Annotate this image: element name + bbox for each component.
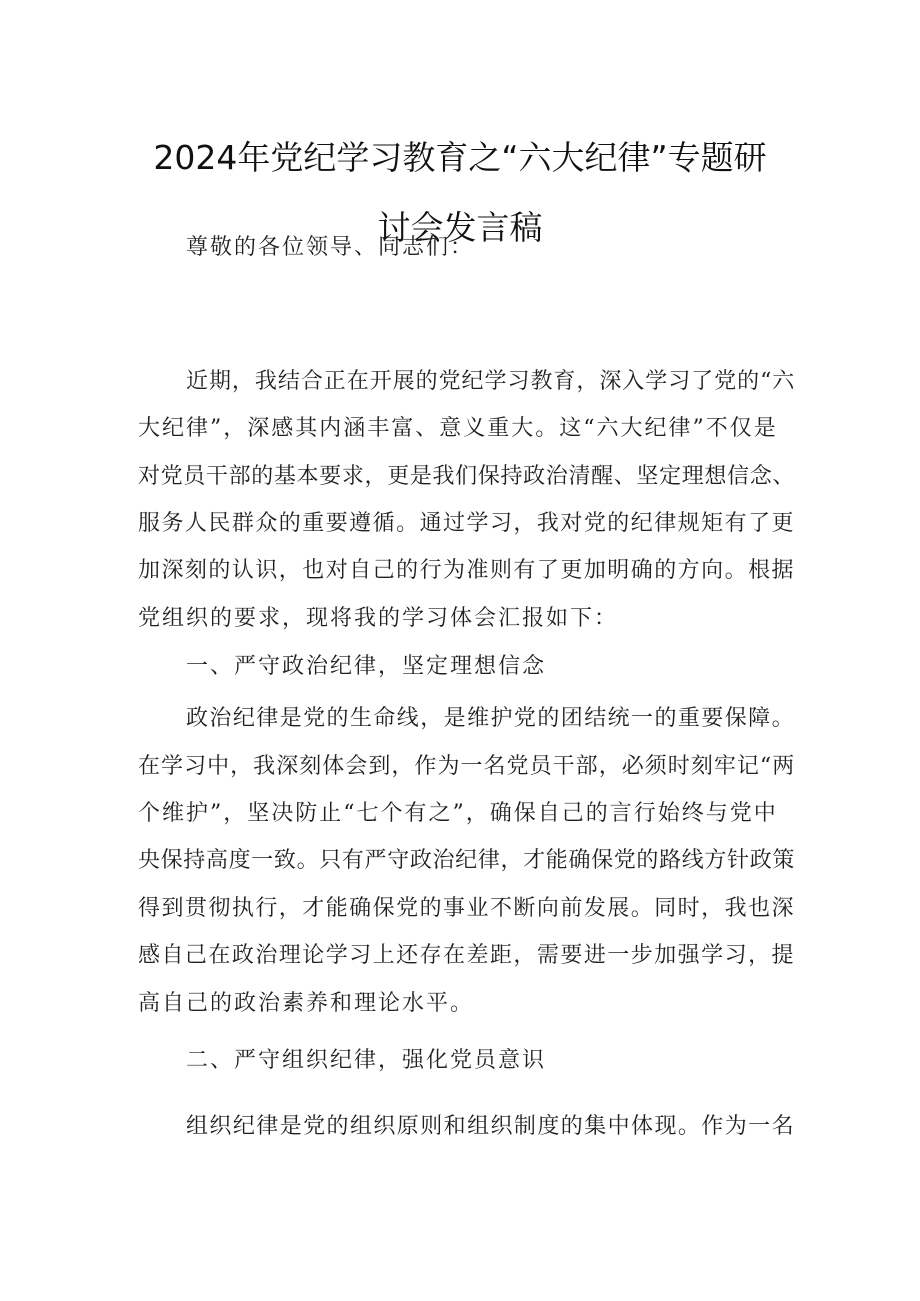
section-1-line: 感自己在政治理论学习上还存在差距，需要进一步加强学习，提 <box>138 943 796 968</box>
document-title-line-2: 讨会发言稿 <box>377 208 543 247</box>
section-1-line: 个维护”，坚决防止“七个有之”，确保自己的言行始终与党中 <box>138 801 778 826</box>
section-1-line: 得到贯彻执行，才能确保党的事业不断向前发展。同时，我也深 <box>138 896 796 921</box>
section-1-line: 政治纪律是党的生命线，是维护党的团结统一的重要保障。 <box>186 706 796 731</box>
section-1-line: 在学习中，我深刻体会到，作为一名党员干部，必须时刻牢记“两 <box>138 754 796 779</box>
greeting: 尊敬的各位领导、同志们： <box>186 235 475 260</box>
intro-line: 大纪律”，深感其内涵丰富、意义重大。这“六大纪律”不仅是 <box>138 416 778 441</box>
intro-line: 服务人民群众的重要遵循。通过学习，我对党的纪律规矩有了更 <box>138 511 796 536</box>
intro-line: 近期，我结合正在开展的党纪学习教育，深入学习了党的“六 <box>186 369 796 394</box>
section-2-line: 组织纪律是党的组织原则和组织制度的集中体现。作为一名 <box>186 1114 796 1139</box>
section-1-heading: 一、严守政治纪律，坚定理想信念 <box>186 654 547 679</box>
section-2-heading: 二、严守组织纪律，强化党员意识 <box>186 1048 547 1073</box>
section-1-line: 高自己的政治素养和理论水平。 <box>138 991 475 1016</box>
section-1-line: 央保持高度一致。只有严守政治纪律，才能确保党的路线方针政策 <box>138 848 796 873</box>
intro-line: 党组织的要求，现将我的学习体会汇报如下： <box>138 606 619 631</box>
document-title-line-1: 2024年党纪学习教育之“六大纪律”专题研 <box>153 138 767 177</box>
intro-line: 加深刻的认识，也对自己的行为准则有了更加明确的方向。根据 <box>138 558 796 583</box>
intro-line: 对党员干部的基本要求，更是我们保持政治清醒、坚定理想信念、 <box>138 464 796 489</box>
